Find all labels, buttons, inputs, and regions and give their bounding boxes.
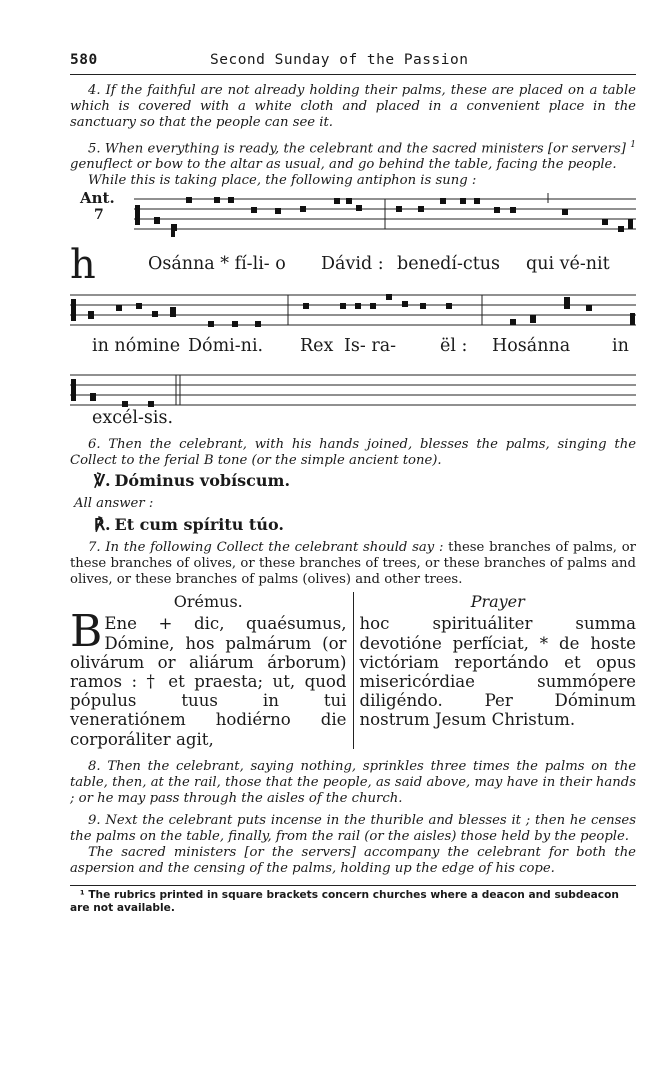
collect-left-text: Ene + dic, quaésumus, Dómine, hos palmárum (or olivárum or aliárum árborum) ramos : † et praesta; ut, quod pópulus tuus in tui veneratiónem hodiérno die corporáliter agit,: [70, 614, 347, 749]
answer-rubric: All answer :: [74, 496, 154, 512]
prayer-heading: Prayer: [470, 592, 525, 612]
lyric-2f: Hosánna: [492, 336, 571, 357]
footnote-ref: 1: [630, 140, 636, 150]
rubric-4: 4. If the faithful are not already holding their palms, these are placed on a table which is covered with a white cloth and placed in a convenient place in the sanctuary so that the people can see it.: [70, 83, 636, 130]
lyric-2e: ël :: [440, 336, 468, 357]
response-text: Et cum spíritu túo.: [114, 515, 284, 535]
footnote: ¹ The rubrics printed in square brackets concern churches where a deacon and subdeacon are not available.: [70, 888, 619, 914]
versicle-text: Dóminus vobíscum.: [114, 471, 291, 491]
collect-latin: [70, 592, 354, 748]
lyric-2d: Is- ra-: [344, 336, 397, 357]
rubric-5-c: While this is taking place, the following antiphon is sung :: [88, 173, 477, 189]
lyric-3a: excél-sis.: [92, 408, 174, 429]
rubric-9: 9. Next the celebrant puts incense in the thurible and blesses it ; then he censes the palms on the table, finally, from the rail (or the aisles) those held by the people.: [70, 812, 636, 844]
rubric-9b: The sacred ministers [or the servers] accompany the celebrant for both the aspersion and the censing of the palms, holding up the edge of his cope.: [70, 844, 636, 876]
antiphon-label: Ant.: [80, 189, 115, 208]
antiphon-mode: 7: [94, 207, 104, 224]
footnote-rule: [70, 885, 636, 886]
oremus-heading: Orémus.: [173, 592, 243, 612]
collect-right-text: hoc spirituáliter summa devotióne perfíciat, * de hoste victóriam reportándo et opus misericórdiae summópere diligéndo. Per Dóminum nostrum Jesum Christum.: [359, 614, 636, 730]
response-symbol: ℟.: [94, 515, 111, 535]
collect-right: [354, 592, 637, 748]
versicle: [94, 471, 636, 490]
collect-dropcap: B: [70, 606, 103, 658]
page-title: Second Sunday of the Passion: [210, 52, 469, 68]
lyric-1a: Osánna * fí-li- o: [148, 254, 286, 275]
drop-initial: h: [70, 242, 96, 289]
staff-1: [70, 189, 636, 253]
running-head: [70, 52, 636, 75]
page: [70, 52, 636, 915]
lyric-2c: Rex: [300, 336, 334, 357]
rubric-8: 8. Then the celebrant, saying nothing, sprinkles three times the palms on the table, then, at the rail, those that the people, as said above, may have in their hands ; or he may pass through the aisles of the church.: [70, 758, 636, 806]
rubric-5-text-b: genuflect or bow to the altar as usual, and go behind the table, facing the people.: [70, 157, 617, 173]
chant-line-2: [70, 285, 636, 365]
lyric-1b: Dávid :: [321, 254, 384, 275]
chant-line-3: [70, 365, 636, 431]
rubric-6: 6. Then the celebrant, with his hands joined, blesses the palms, singing the Collect to the ferial B tone (or the simple ancient tone).: [70, 437, 636, 469]
rubric-5: [70, 137, 636, 173]
rubric-5-text: 5. When everything is ready, the celebrant and the sacred ministers [or servers]: [88, 141, 631, 157]
lyric-2g: in: [612, 336, 629, 357]
response: [94, 515, 636, 534]
rubric-7-a: 7. In the following Collect the celebrant should say :: [88, 540, 449, 556]
staff-2: [70, 289, 636, 339]
versicle-symbol: ℣.: [94, 471, 111, 491]
lyric-2a: in nómine: [92, 336, 181, 357]
page-number: 580: [70, 52, 98, 68]
lyric-1d: qui vé-nit: [526, 254, 610, 275]
lyric-2b: Dómi-ni.: [188, 336, 264, 357]
collect: [70, 592, 636, 748]
chant-line-1: [70, 189, 636, 289]
rubric-7-b: these branches of palms, or these branches of olives, or these branches of trees, or these branches of palms and olives, or these branches of palms (olives) and other trees.: [70, 540, 636, 588]
lyric-1c: benedí-ctus: [397, 254, 500, 275]
rubric-7: [70, 540, 636, 588]
